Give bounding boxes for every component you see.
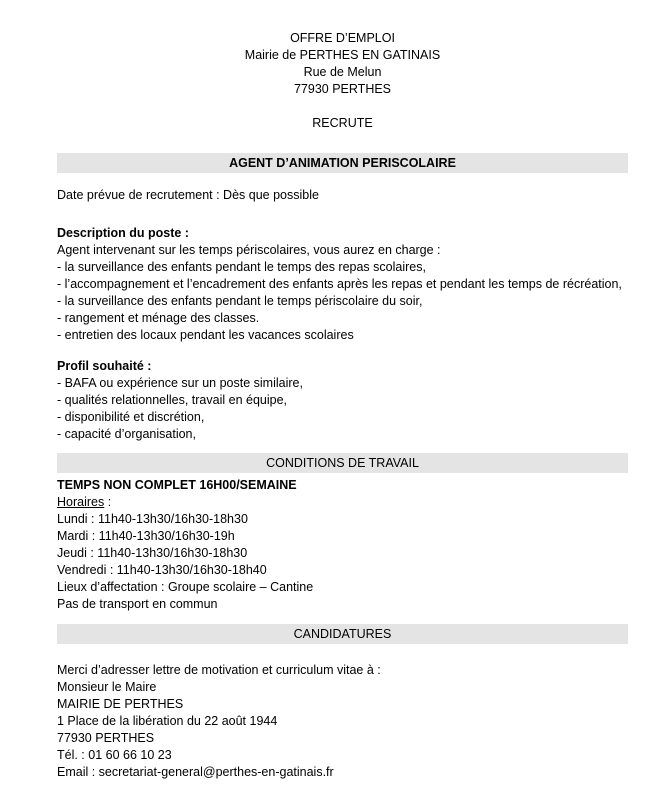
description-item: - entretien des locaux pendant les vacances scolaires xyxy=(57,328,354,342)
description-item: - rangement et ménage des classes. xyxy=(57,311,260,325)
header-line-rue: Rue de Melun xyxy=(303,65,382,79)
schedule-friday: Vendredi : 11h40-13h30/16h30-18h40 xyxy=(57,563,267,577)
profile-item: - BAFA ou expérience sur un poste similaire, xyxy=(57,376,303,390)
header-line-ville: 77930 PERTHES xyxy=(293,82,392,96)
recipient-org: MAIRIE DE PERTHES xyxy=(57,697,184,711)
horaires-line xyxy=(57,494,628,511)
profile-item: - qualités relationnelles, travail en équipe, xyxy=(57,393,287,407)
description-section xyxy=(57,225,628,344)
conditions-section xyxy=(57,477,628,613)
recipient-name: Monsieur le Maire xyxy=(57,680,157,694)
profile-item: - capacité d’organisation, xyxy=(57,427,196,441)
working-time: TEMPS NON COMPLET 16H00/SEMAINE xyxy=(57,478,297,492)
profile-section xyxy=(57,358,628,443)
transport-note: Pas de transport en commun xyxy=(57,597,218,611)
document-header xyxy=(57,30,628,132)
profile-item: - disponibilité et discrétion, xyxy=(57,410,205,424)
horaires-colon: : xyxy=(104,495,112,509)
header-line-offre: OFFRE D’EMPLOI xyxy=(290,31,395,45)
conditions-banner: CONDITIONS DE TRAVAIL xyxy=(57,453,628,473)
email-line: Email : secretariat-general@perthes-en-gatinais.fr xyxy=(57,765,334,779)
recruitment-date: Date prévue de recrutement : Dès que possible xyxy=(57,188,319,202)
description-item: - la surveillance des enfants pendant le temps des repas scolaires, xyxy=(57,260,426,274)
recrute-label: RECRUTE xyxy=(312,116,373,130)
candidatures-section xyxy=(57,662,628,781)
horaires-label: Horaires xyxy=(57,495,105,509)
description-item: - la surveillance des enfants pendant le temps périscolaire du soir, xyxy=(57,294,423,308)
profile-heading: Profil souhaité : xyxy=(57,359,152,373)
schedule-tuesday: Mardi : 11h40-13h30/16h30-19h xyxy=(57,529,235,543)
description-item: - l’accompagnement et l’encadrement des enfants après les repas et pendant les temps de récréation, xyxy=(57,277,622,291)
candidatures-banner: CANDIDATURES xyxy=(57,624,628,644)
phone-line: Tél. : 01 60 66 10 23 xyxy=(57,748,172,762)
schedule-monday: Lundi : 11h40-13h30/16h30-18h30 xyxy=(57,512,248,526)
schedule-thursday: Jeudi : 11h40-13h30/16h30-18h30 xyxy=(57,546,248,560)
recipient-street: 1 Place de la libération du 22 août 1944 xyxy=(57,714,278,728)
recipient-city: 77930 PERTHES xyxy=(57,731,155,745)
description-intro: Agent intervenant sur les temps périscolaires, vous aurez en charge : xyxy=(57,243,441,257)
header-line-mairie: Mairie de PERTHES EN GATINAIS xyxy=(244,48,441,62)
work-location: Lieux d’affectation : Groupe scolaire – Cantine xyxy=(57,580,314,594)
description-heading: Description du poste : xyxy=(57,226,189,240)
job-title-banner: AGENT D’ANIMATION PERISCOLAIRE xyxy=(57,153,628,173)
application-instruction: Merci d’adresser lettre de motivation et curriculum vitae à : xyxy=(57,663,381,677)
